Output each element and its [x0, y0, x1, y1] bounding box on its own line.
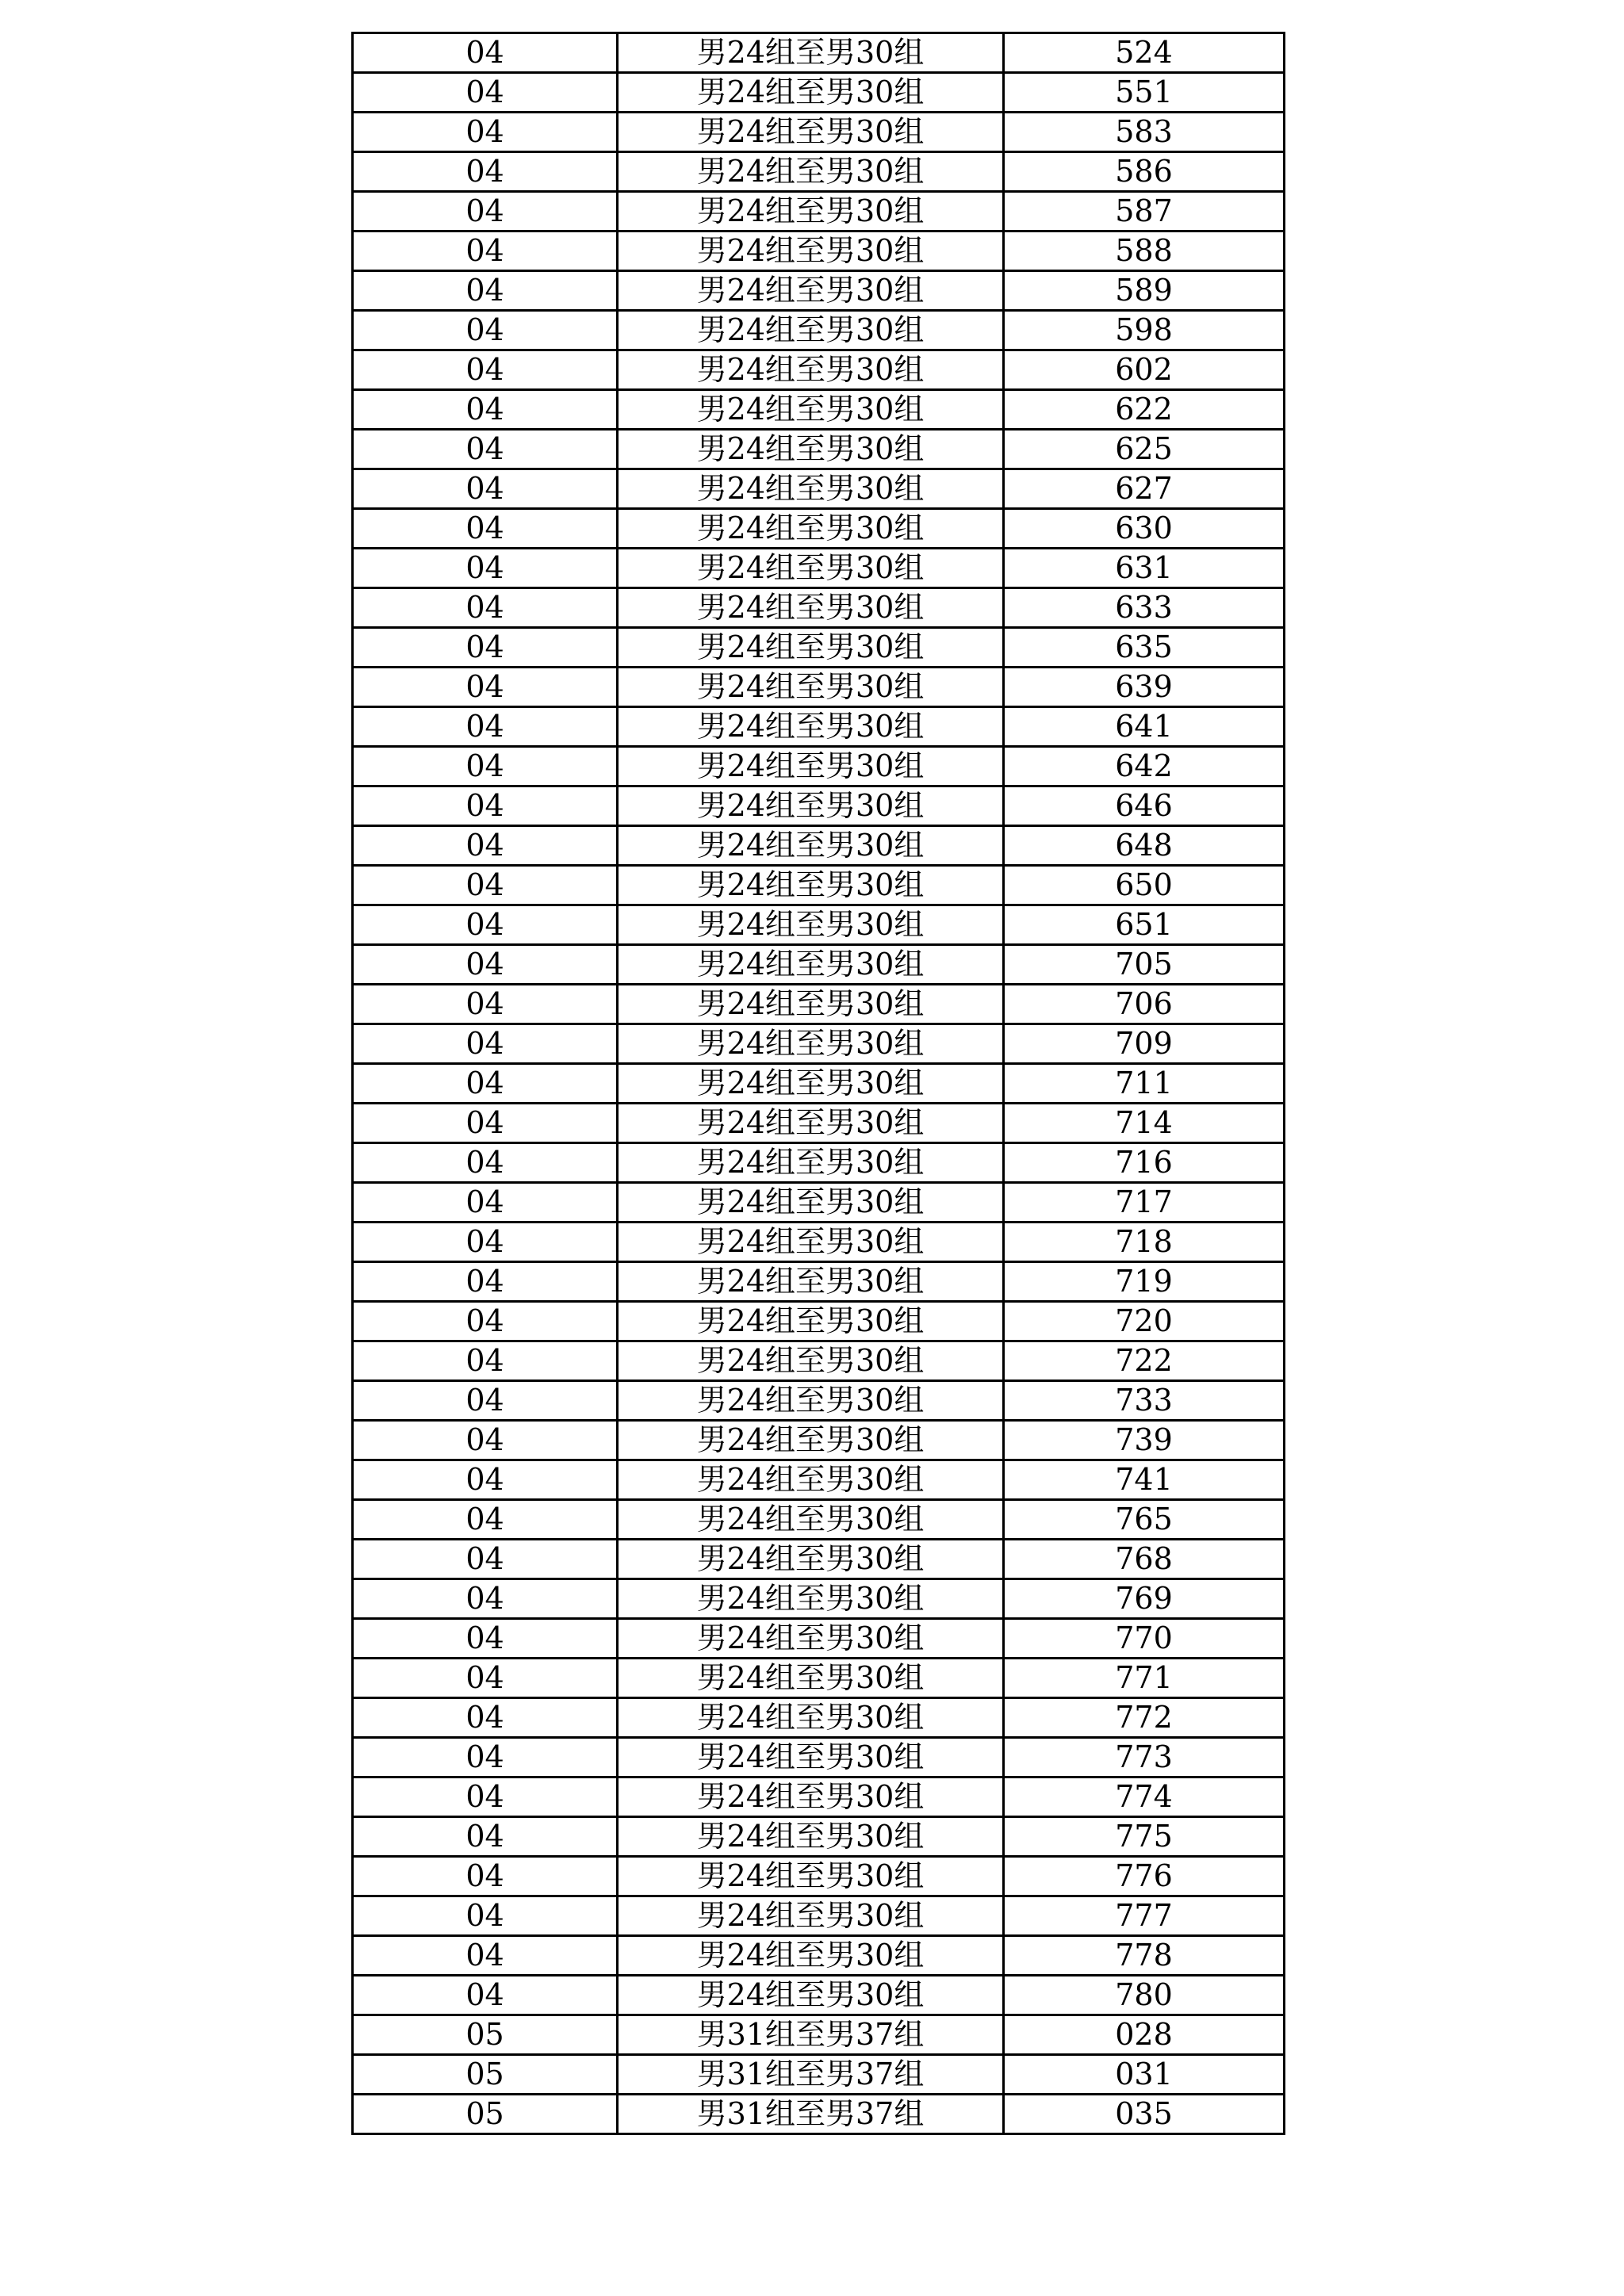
group-range-cell: 男24组至男30组: [618, 747, 1004, 786]
exam-room-cell: 04: [353, 1421, 618, 1460]
seat-number-cell: 627: [1004, 469, 1285, 509]
table-row: [353, 192, 1285, 232]
table-row: [353, 1698, 1285, 1738]
group-range-cell: 男24组至男30组: [618, 1381, 1004, 1421]
seat-number-cell: 717: [1004, 1183, 1285, 1223]
group-range-cell: 男24组至男30组: [618, 1143, 1004, 1183]
group-range-cell: 男31组至男37组: [618, 2095, 1004, 2134]
table-row: [353, 1104, 1285, 1143]
exam-room-cell: 05: [353, 2055, 618, 2095]
exam-room-cell: 04: [353, 232, 618, 271]
table-row: [353, 311, 1285, 350]
group-range-cell: 男24组至男30组: [618, 73, 1004, 113]
group-range-cell: 男24组至男30组: [618, 390, 1004, 430]
table-row: [353, 826, 1285, 866]
seat-number-cell: 709: [1004, 1024, 1285, 1064]
seat-number-cell: 583: [1004, 113, 1285, 152]
exam-room-cell: 05: [353, 2015, 618, 2055]
exam-room-cell: 04: [353, 1341, 618, 1381]
table-row: [353, 707, 1285, 747]
exam-room-cell: 05: [353, 2095, 618, 2134]
table-row: [353, 1579, 1285, 1619]
seat-number-cell: 741: [1004, 1460, 1285, 1500]
seat-number-cell: 716: [1004, 1143, 1285, 1183]
seat-number-cell: 714: [1004, 1104, 1285, 1143]
exam-room-cell: 04: [353, 192, 618, 232]
seat-number-cell: 706: [1004, 985, 1285, 1024]
group-range-cell: 男24组至男30组: [618, 985, 1004, 1024]
table-row: [353, 1223, 1285, 1262]
table-row: [353, 1262, 1285, 1302]
exam-room-cell: 04: [353, 747, 618, 786]
exam-room-cell: 04: [353, 1064, 618, 1104]
group-range-cell: 男24组至男30组: [618, 1777, 1004, 1817]
seat-number-cell: 705: [1004, 945, 1285, 985]
seat-number-cell: 551: [1004, 73, 1285, 113]
seat-number-cell: 776: [1004, 1857, 1285, 1896]
group-range-cell: 男24组至男30组: [618, 469, 1004, 509]
group-range-cell: 男24组至男30组: [618, 1183, 1004, 1223]
table-row: [353, 469, 1285, 509]
exam-room-cell: 04: [353, 1183, 618, 1223]
exam-room-cell: 04: [353, 1302, 618, 1341]
exam-room-cell: 04: [353, 826, 618, 866]
table-row: [353, 945, 1285, 985]
seat-number-cell: 651: [1004, 905, 1285, 945]
group-range-cell: 男24组至男30组: [618, 113, 1004, 152]
seat-number-cell: 719: [1004, 1262, 1285, 1302]
exam-room-cell: 04: [353, 588, 618, 628]
group-range-cell: 男24组至男30组: [618, 549, 1004, 588]
exam-room-cell: 04: [353, 430, 618, 469]
group-range-cell: 男24组至男30组: [618, 1460, 1004, 1500]
exam-room-cell: 04: [353, 271, 618, 311]
exam-room-cell: 04: [353, 1262, 618, 1302]
exam-room-cell: 04: [353, 1936, 618, 1976]
exam-room-cell: 04: [353, 1540, 618, 1579]
exam-room-cell: 04: [353, 1500, 618, 1540]
seat-number-cell: 774: [1004, 1777, 1285, 1817]
table-row: [353, 1896, 1285, 1936]
exam-room-cell: 04: [353, 628, 618, 668]
exam-room-cell: 04: [353, 1381, 618, 1421]
exam-room-cell: 04: [353, 469, 618, 509]
group-range-cell: 男24组至男30组: [618, 1738, 1004, 1777]
seat-number-cell: 718: [1004, 1223, 1285, 1262]
table-row: [353, 786, 1285, 826]
seat-number-cell: 765: [1004, 1500, 1285, 1540]
seat-number-cell: 778: [1004, 1936, 1285, 1976]
table-row: [353, 549, 1285, 588]
group-range-cell: 男24组至男30组: [618, 1659, 1004, 1698]
table-row: [353, 152, 1285, 192]
group-range-cell: 男24组至男30组: [618, 905, 1004, 945]
group-range-cell: 男24组至男30组: [618, 1976, 1004, 2015]
group-range-cell: 男24组至男30组: [618, 668, 1004, 707]
group-range-cell: 男24组至男30组: [618, 1104, 1004, 1143]
group-range-cell: 男31组至男37组: [618, 2055, 1004, 2095]
exam-room-cell: 04: [353, 905, 618, 945]
group-range-cell: 男24组至男30组: [618, 271, 1004, 311]
group-range-cell: 男24组至男30组: [618, 1262, 1004, 1302]
seat-number-cell: 775: [1004, 1817, 1285, 1857]
table-row: [353, 1024, 1285, 1064]
table-row: [353, 628, 1285, 668]
exam-room-cell: 04: [353, 1143, 618, 1183]
table-row: [353, 232, 1285, 271]
seat-number-cell: 711: [1004, 1064, 1285, 1104]
exam-room-cell: 04: [353, 1738, 618, 1777]
table-row: [353, 509, 1285, 549]
seat-number-cell: 739: [1004, 1421, 1285, 1460]
group-range-cell: 男24组至男30组: [618, 866, 1004, 905]
exam-room-cell: 04: [353, 73, 618, 113]
table-row: [353, 1341, 1285, 1381]
group-range-cell: 男24组至男30组: [618, 1619, 1004, 1659]
group-range-cell: 男24组至男30组: [618, 628, 1004, 668]
table-row: [353, 1659, 1285, 1698]
table-row: [353, 905, 1285, 945]
seat-number-cell: 588: [1004, 232, 1285, 271]
group-range-cell: 男24组至男30组: [618, 1421, 1004, 1460]
table-row: [353, 1183, 1285, 1223]
group-range-cell: 男24组至男30组: [618, 350, 1004, 390]
seat-number-cell: 633: [1004, 588, 1285, 628]
seat-number-cell: 642: [1004, 747, 1285, 786]
table-row: [353, 1500, 1285, 1540]
seat-number-cell: 586: [1004, 152, 1285, 192]
group-range-cell: 男24组至男30组: [618, 1302, 1004, 1341]
seat-number-cell: 771: [1004, 1659, 1285, 1698]
seat-number-cell: 589: [1004, 271, 1285, 311]
group-range-cell: 男24组至男30组: [618, 1698, 1004, 1738]
group-range-cell: 男24组至男30组: [618, 826, 1004, 866]
exam-room-cell: 04: [353, 1857, 618, 1896]
group-range-cell: 男24组至男30组: [618, 1896, 1004, 1936]
table-row: [353, 1817, 1285, 1857]
exam-room-cell: 04: [353, 33, 618, 73]
group-range-cell: 男24组至男30组: [618, 786, 1004, 826]
table-row: [353, 2055, 1285, 2095]
exam-room-cell: 04: [353, 1976, 618, 2015]
seat-number-cell: 720: [1004, 1302, 1285, 1341]
table-row: [353, 1421, 1285, 1460]
seat-number-cell: 648: [1004, 826, 1285, 866]
exam-room-cell: 04: [353, 1777, 618, 1817]
table-row: [353, 1302, 1285, 1341]
group-range-cell: 男24组至男30组: [618, 1223, 1004, 1262]
seat-number-cell: 646: [1004, 786, 1285, 826]
exam-room-cell: 04: [353, 668, 618, 707]
group-range-cell: 男24组至男30组: [618, 1500, 1004, 1540]
exam-room-cell: 04: [353, 311, 618, 350]
seat-number-cell: 622: [1004, 390, 1285, 430]
table-row: [353, 2015, 1285, 2055]
exam-room-cell: 04: [353, 1896, 618, 1936]
exam-room-cell: 04: [353, 866, 618, 905]
group-range-cell: 男24组至男30组: [618, 1817, 1004, 1857]
table-row: [353, 430, 1285, 469]
group-range-cell: 男24组至男30组: [618, 33, 1004, 73]
table-row: [353, 1976, 1285, 2015]
seat-number-cell: 733: [1004, 1381, 1285, 1421]
table-row: [353, 390, 1285, 430]
table-row: [353, 350, 1285, 390]
exam-room-cell: 04: [353, 1104, 618, 1143]
table-row: [353, 588, 1285, 628]
table-row: [353, 2095, 1285, 2134]
seat-number-cell: 770: [1004, 1619, 1285, 1659]
table-row: [353, 1619, 1285, 1659]
seat-number-cell: 641: [1004, 707, 1285, 747]
group-range-cell: 男24组至男30组: [618, 430, 1004, 469]
seat-number-cell: 631: [1004, 549, 1285, 588]
table-row: [353, 1777, 1285, 1817]
seat-number-cell: 625: [1004, 430, 1285, 469]
exam-room-cell: 04: [353, 1817, 618, 1857]
table-row: [353, 73, 1285, 113]
exam-room-cell: 04: [353, 1698, 618, 1738]
exam-room-cell: 04: [353, 152, 618, 192]
table-row: [353, 1143, 1285, 1183]
seat-number-cell: 630: [1004, 509, 1285, 549]
group-range-cell: 男24组至男30组: [618, 192, 1004, 232]
exam-room-cell: 04: [353, 1460, 618, 1500]
exam-room-cell: 04: [353, 1619, 618, 1659]
seat-number-cell: 587: [1004, 192, 1285, 232]
exam-room-cell: 04: [353, 509, 618, 549]
group-range-cell: 男24组至男30组: [618, 1857, 1004, 1896]
seat-number-cell: 769: [1004, 1579, 1285, 1619]
exam-room-cell: 04: [353, 945, 618, 985]
group-range-cell: 男24组至男30组: [618, 1024, 1004, 1064]
seat-number-cell: 650: [1004, 866, 1285, 905]
exam-room-cell: 04: [353, 1024, 618, 1064]
seat-number-cell: 028: [1004, 2015, 1285, 2055]
group-range-cell: 男24组至男30组: [618, 311, 1004, 350]
seat-number-cell: 772: [1004, 1698, 1285, 1738]
table-row: [353, 1064, 1285, 1104]
group-range-cell: 男24组至男30组: [618, 707, 1004, 747]
table-body: [353, 33, 1285, 2134]
group-range-cell: 男24组至男30组: [618, 1540, 1004, 1579]
group-range-cell: 男24组至男30组: [618, 1579, 1004, 1619]
table-row: [353, 271, 1285, 311]
table-row: [353, 866, 1285, 905]
table-row: [353, 1936, 1285, 1976]
seat-number-cell: 598: [1004, 311, 1285, 350]
data-table: [351, 32, 1285, 2135]
group-range-cell: 男31组至男37组: [618, 2015, 1004, 2055]
table-row: [353, 1381, 1285, 1421]
group-range-cell: 男24组至男30组: [618, 1936, 1004, 1976]
seat-number-cell: 780: [1004, 1976, 1285, 2015]
table-row: [353, 1460, 1285, 1500]
group-range-cell: 男24组至男30组: [618, 232, 1004, 271]
table-row: [353, 985, 1285, 1024]
group-range-cell: 男24组至男30组: [618, 1064, 1004, 1104]
table-row: [353, 113, 1285, 152]
exam-room-cell: 04: [353, 350, 618, 390]
group-range-cell: 男24组至男30组: [618, 509, 1004, 549]
table-row: [353, 1540, 1285, 1579]
group-range-cell: 男24组至男30组: [618, 1341, 1004, 1381]
seat-number-cell: 602: [1004, 350, 1285, 390]
exam-room-cell: 04: [353, 113, 618, 152]
exam-room-cell: 04: [353, 786, 618, 826]
group-range-cell: 男24组至男30组: [618, 152, 1004, 192]
seat-number-cell: 524: [1004, 33, 1285, 73]
exam-room-cell: 04: [353, 1659, 618, 1698]
seat-number-cell: 722: [1004, 1341, 1285, 1381]
table-row: [353, 33, 1285, 73]
exam-room-cell: 04: [353, 707, 618, 747]
seat-number-cell: 635: [1004, 628, 1285, 668]
table-row: [353, 1857, 1285, 1896]
exam-room-cell: 04: [353, 1579, 618, 1619]
seat-number-cell: 031: [1004, 2055, 1285, 2095]
group-range-cell: 男24组至男30组: [618, 945, 1004, 985]
table-row: [353, 1738, 1285, 1777]
exam-room-cell: 04: [353, 985, 618, 1024]
seat-number-cell: 777: [1004, 1896, 1285, 1936]
exam-room-cell: 04: [353, 390, 618, 430]
seat-number-cell: 773: [1004, 1738, 1285, 1777]
seat-number-cell: 639: [1004, 668, 1285, 707]
seat-number-cell: 035: [1004, 2095, 1285, 2134]
exam-room-cell: 04: [353, 549, 618, 588]
table-row: [353, 668, 1285, 707]
seat-number-cell: 768: [1004, 1540, 1285, 1579]
table-row: [353, 747, 1285, 786]
group-range-cell: 男24组至男30组: [618, 588, 1004, 628]
exam-room-cell: 04: [353, 1223, 618, 1262]
